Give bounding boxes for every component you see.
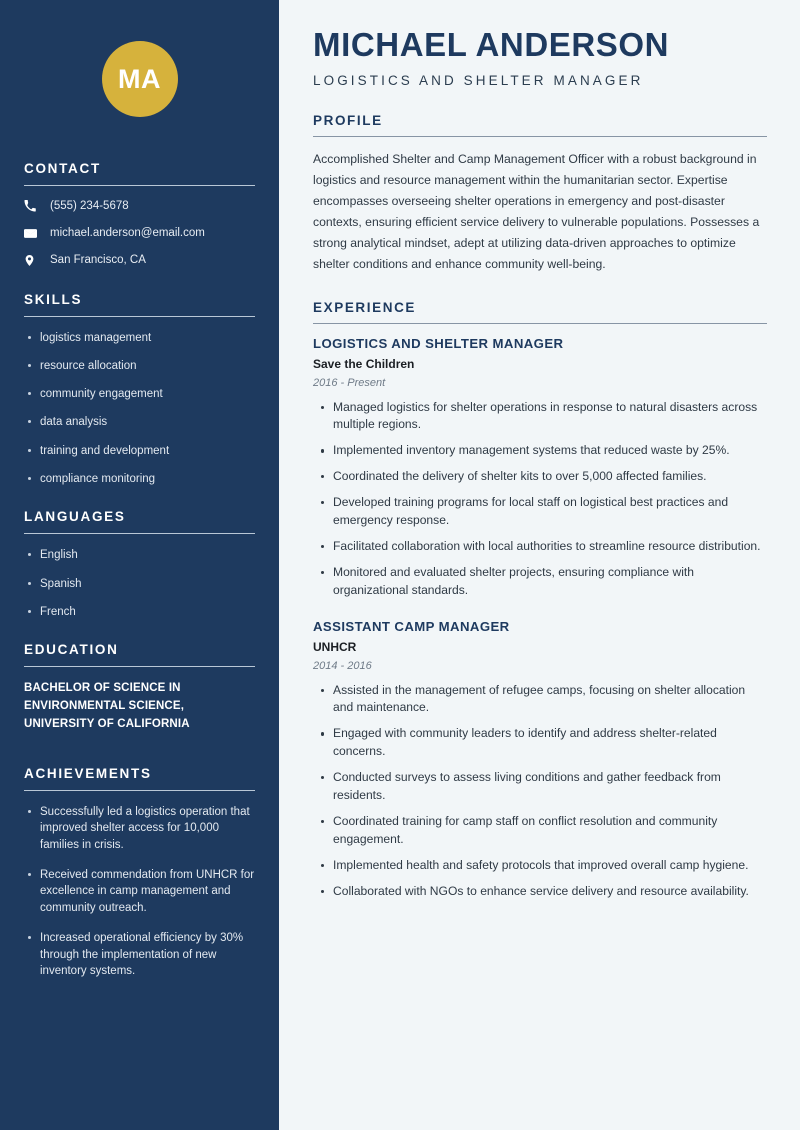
profile-divider (313, 136, 767, 137)
contact-list (24, 199, 255, 268)
list-item: Assisted in the management of refugee camps, focusing on shelter allocation and maintenance. (313, 682, 767, 718)
sidebar (0, 0, 279, 1130)
experience-heading: EXPERIENCE (313, 299, 417, 315)
contact-value-email: michael.anderson@email.com (50, 226, 205, 239)
list-item: Successfully led a logistics operation that improved shelter access for 10,000 families in crisis. (24, 804, 255, 854)
list-item: compliance monitoring (24, 471, 255, 488)
column-gap (279, 0, 287, 1130)
profile-section (313, 113, 767, 275)
achievements-list (24, 804, 255, 980)
contact-item-location (24, 253, 255, 268)
list-item: Conducted surveys to assess living conditions and gather feedback from residents. (313, 769, 767, 805)
skills-heading: SKILLS (24, 291, 83, 307)
skills-list (24, 330, 255, 488)
achievements-heading: ACHIEVEMENTS (24, 765, 152, 781)
list-item: Implemented health and safety protocols that improved overall camp hygiene. (313, 857, 767, 875)
contact-item-email (24, 226, 255, 241)
skills-section (24, 292, 255, 488)
profile-heading: PROFILE (313, 112, 383, 128)
list-item: Collaborated with NGOs to enhance service delivery and resource availability. (313, 883, 767, 901)
list-item: Developed training programs for local staff on logistical best practices and emergency response. (313, 494, 767, 530)
list-item: English (24, 547, 255, 564)
list-item: Monitored and evaluated shelter projects, ensuring compliance with organizational standards. (313, 564, 767, 600)
experience-bullets (313, 682, 767, 901)
education-section (24, 642, 255, 733)
skills-divider (24, 316, 255, 317)
page-title: MICHAEL ANDERSON (313, 26, 670, 63)
languages-section (24, 509, 255, 620)
contact-divider (24, 185, 255, 186)
list-item: Coordinated training for camp staff on conflict resolution and community engagement. (313, 813, 767, 849)
languages-heading: LANGUAGES (24, 509, 126, 525)
experience-entry (313, 336, 767, 600)
experience-company: UNHCR (313, 639, 357, 654)
envelope-icon (24, 227, 41, 240)
list-item: Spanish (24, 576, 255, 593)
experience-divider (313, 323, 767, 324)
headline: LOGISTICS AND SHELTER MANAGER (313, 72, 644, 88)
list-item: training and development (24, 443, 255, 460)
experience-role: ASSISTANT CAMP MANAGER (313, 618, 510, 634)
list-item: Received commendation from UNHCR for excellence in camp management and community outreach. (24, 867, 255, 917)
experience-dates: 2016 - Present (313, 376, 386, 389)
list-item: Implemented inventory management systems that reduced waste by 25%. (313, 442, 767, 460)
list-item: Coordinated the delivery of shelter kits to over 5,000 affected families. (313, 468, 767, 486)
main-content (287, 0, 800, 1130)
education-divider (24, 666, 255, 667)
list-item: Engaged with community leaders to identify and address shelter-related concerns. (313, 725, 767, 761)
contact-heading: CONTACT (24, 161, 101, 176)
avatar-container (24, 0, 255, 117)
list-item: data analysis (24, 414, 255, 431)
profile-text: Accomplished Shelter and Camp Management Officer with a robust background in logistics and resource management within the humanitarian sector. Expertise encompasses overseeing shelter operations in emergency and post-disaster contexts, ensuring efficient service delivery to vulnerable populations. Possesses a strong analytical mindset, adept at utilizing data-driven approaches to optimize shelter conditions and enhance community well-being. (313, 151, 760, 271)
experience-role: LOGISTICS AND SHELTER MANAGER (313, 335, 564, 351)
languages-list (24, 547, 255, 620)
location-pin-icon (24, 254, 41, 267)
languages-divider (24, 533, 255, 534)
experience-entry (313, 619, 767, 901)
list-item: logistics management (24, 330, 255, 347)
contact-item-phone (24, 199, 255, 214)
list-item: Increased operational efficiency by 30% through the implementation of new inventory systems. (24, 930, 255, 980)
phone-icon (24, 200, 41, 212)
experience-bullets (313, 399, 767, 600)
experience-section (313, 300, 767, 901)
list-item: Facilitated collaboration with local authorities to streamline resource distribution. (313, 538, 767, 556)
list-item: Managed logistics for shelter operations in response to natural disasters across multiple regions. (313, 399, 767, 435)
education-degree: BACHELOR OF SCIENCE IN ENVIRONMENTAL SCIENCE, UNIVERSITY OF CALIFORNIA (24, 682, 190, 730)
achievements-section (24, 766, 255, 980)
contact-value-location: San Francisco, CA (50, 253, 146, 266)
experience-company: Save the Children (313, 356, 415, 371)
education-heading: EDUCATION (24, 642, 119, 658)
experience-dates: 2014 - 2016 (313, 659, 372, 672)
list-item: French (24, 604, 255, 621)
contact-value-phone: (555) 234-5678 (50, 200, 129, 212)
achievements-divider (24, 790, 255, 791)
contact-section (24, 161, 255, 268)
list-item: community engagement (24, 386, 255, 403)
avatar: MA (102, 41, 178, 117)
list-item: resource allocation (24, 358, 255, 375)
